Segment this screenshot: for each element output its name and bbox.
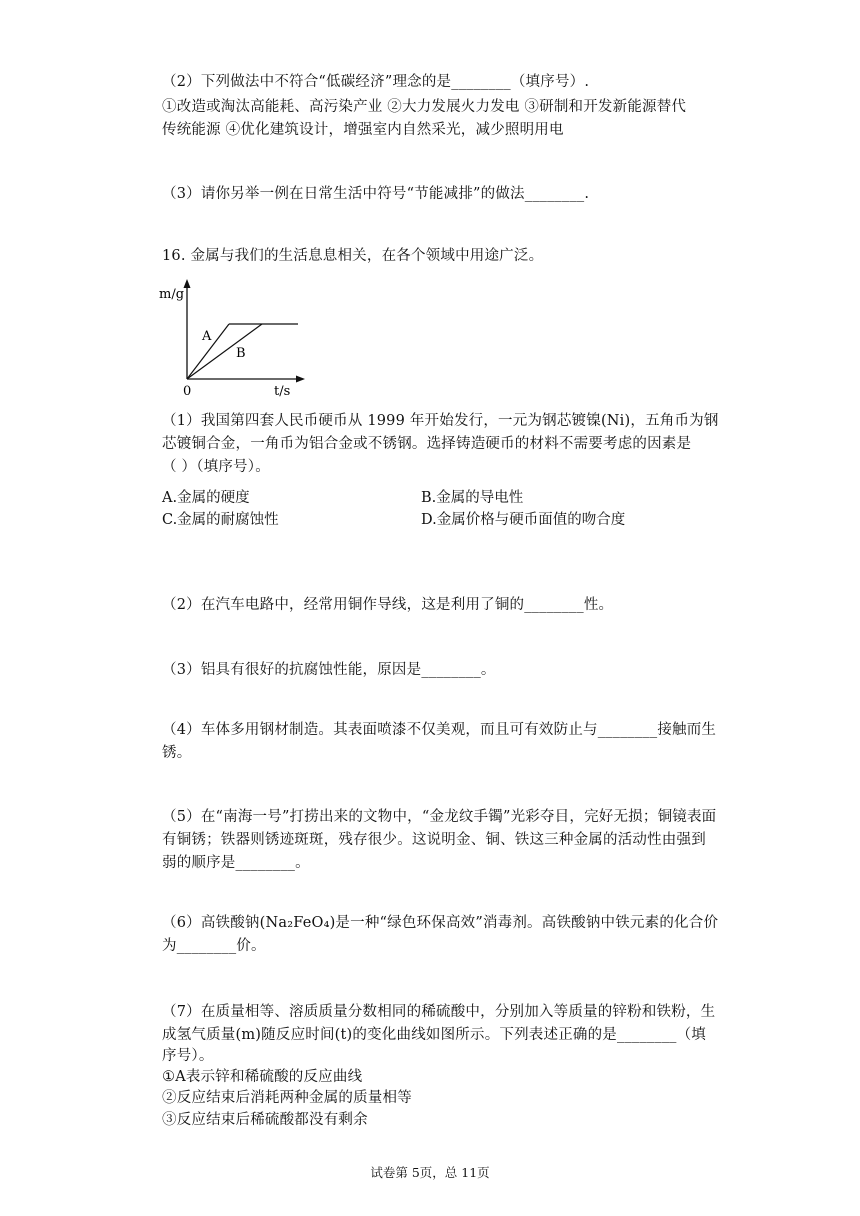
q15-part2-line2: ①改造或淘汰高能耗、高污染产业 ②大力发展火力发电 ③研制和开发新能源替代 <box>162 99 687 115</box>
q16-part5-line1: （5）在“南海一号”打捞出来的文物中，“金龙纹手镯”光彩夺目，完好无损；铜镜表面 <box>162 809 717 825</box>
q16-part2-line1: （2）在汽车电路中，经常用铜作导线，这是利用了铜的________性。 <box>162 597 614 613</box>
q16-part7-line1: （7）在质量相等、溶质质量分数相同的稀硫酸中，分别加入等质量的锌粉和铁粉，生 <box>162 1004 716 1020</box>
q16-part4-line1: （4）车体多用钢材制造。其表面喷漆不仅美观，而且可有效防止与________接触而生 <box>162 722 717 738</box>
y-axis-label: m/g <box>159 287 185 302</box>
q15-part3-line1: （3）请你另举一例在日常生活中符号“节能减排”的做法________. <box>162 186 590 202</box>
q16-part1-line2: 芯镀铜合金，一角币为铝合金或不锈钢。选择铸造硬币的材料不需要考虑的因素是 <box>162 436 692 452</box>
q16-part4-line2: 锈。 <box>162 745 192 761</box>
curve-a-label: A <box>202 329 212 344</box>
q16-part5-line3: 弱的顺序是________。 <box>162 855 310 871</box>
q16-part3-line1: （3）铝具有很好的抗腐蚀性能，原因是________。 <box>162 662 496 678</box>
q16-part7-item3: ③反应结束后稀硫酸都没有剩余 <box>162 1112 368 1128</box>
q15-part2-line3: 传统能源 ④优化建筑设计，增强室内自然采光，减少照明用电 <box>162 122 564 138</box>
q16-part1-line3: （ ）（填序号）。 <box>162 459 270 475</box>
q15-part2-line1: （2）下列做法中不符合“低碳经济”理念的是________（填序号）. <box>162 74 590 90</box>
curve-b <box>187 324 262 379</box>
option-c: C.金属的耐腐蚀性 <box>162 512 279 528</box>
option-a: A.金属的硬度 <box>162 490 250 506</box>
q16-part7-line3: 序号）。 <box>162 1048 214 1064</box>
page-footer: 试卷第 5页，总 11页 <box>370 1165 490 1180</box>
x-axis-arrow <box>296 376 305 383</box>
q16-part7-line2: 成氢气质量(m)随反应时间(t)的变化曲线如图所示。下列表述正确的是________（填 <box>162 1027 707 1043</box>
q16-part5-line2: 有铜锈；铁器则锈迹斑斑，残存很少。这说明金、铜、铁这三种金属的活动性由强到 <box>162 832 706 848</box>
q16-part6-line2: 为________价。 <box>162 938 266 954</box>
q16-part7-item1: ①A表示锌和稀硫酸的反应曲线 <box>162 1069 363 1085</box>
y-axis-arrow <box>184 279 191 288</box>
option-d: D.金属价格与硬币面值的吻合度 <box>421 512 626 528</box>
q16-part1-line1: （1）我国第四套人民币硬币从 1999 年开始发行，一元为钢芯镀镍(Ni)，五角币为钢 <box>162 413 719 429</box>
q16-part6-line1: （6）高铁酸钠(Na₂FeO₄)是一种“绿色环保高效”消毒剂。高铁酸钠中铁元素的化合价 <box>162 915 719 931</box>
curve-b-label: B <box>236 346 246 361</box>
q16-part7-item2: ②反应结束后消耗两种金属的质量相等 <box>162 1090 412 1106</box>
q16-intro: 16. 金属与我们的生活息息相关，在各个领域中用途广泛。 <box>162 248 544 264</box>
x-axis-label: t/s <box>274 384 291 398</box>
option-b: B.金属的导电性 <box>421 490 524 506</box>
origin-label: 0 <box>183 384 192 398</box>
mass-time-graph <box>158 276 308 398</box>
